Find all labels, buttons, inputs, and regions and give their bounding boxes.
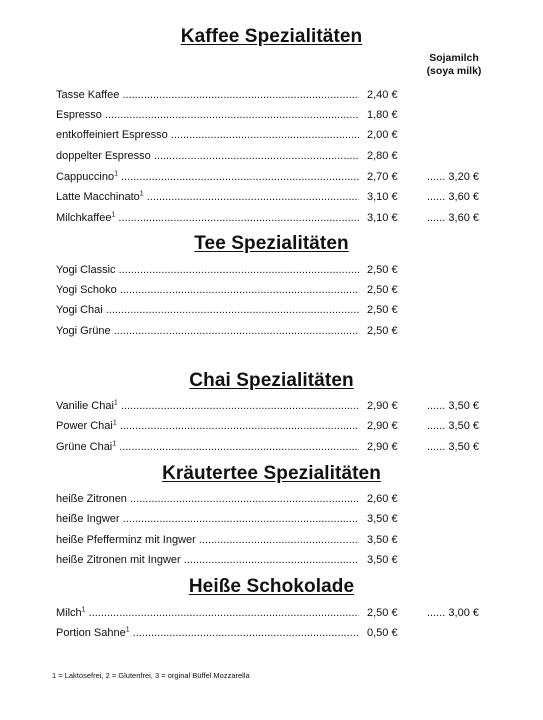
item-price: 2,00 €: [367, 129, 398, 141]
item-footnote: 1: [125, 626, 130, 634]
menu-item: [56, 511, 486, 527]
menu-item: [56, 625, 486, 641]
item-footnote: 1: [81, 606, 86, 614]
menu-item: [56, 605, 486, 621]
item-name: Yogi Chai: [56, 304, 103, 316]
menu-item: [56, 302, 486, 318]
item-name: Milchkaffee: [56, 212, 112, 224]
item-name: Grüne Chai: [56, 441, 113, 453]
item-price: 3,50 €: [367, 513, 398, 525]
section-title-kraeutertee: Kräutertee Spezialitäten: [162, 463, 381, 484]
section-title-kaffee: Kaffee Spezialitäten: [180, 26, 363, 47]
menu-item: [56, 87, 486, 103]
menu-item: [56, 210, 486, 226]
item-price: 2,50 €: [367, 607, 398, 619]
menu-item: [56, 148, 486, 164]
item-price: 2,50 €: [367, 284, 398, 296]
section-title-chai: Chai Spezialitäten: [189, 370, 354, 391]
item-price: 2,50 €: [367, 264, 398, 276]
item-price: 1,80 €: [367, 109, 398, 121]
menu-item: [56, 189, 486, 205]
menu-item: [56, 418, 486, 434]
item-price: 3,50 €: [367, 554, 398, 566]
item-soy-price: ...... 3,60 €: [427, 210, 486, 226]
item-name: heiße Zitronen mit Ingwer: [56, 554, 181, 566]
item-name: Yogi Classic: [56, 264, 116, 276]
menu-item: [56, 127, 486, 143]
menu-item: [56, 439, 486, 455]
item-name: doppelter Espresso: [56, 150, 151, 162]
item-footnote: 1: [113, 399, 118, 407]
item-price: 2,80 €: [367, 150, 398, 162]
item-soy-price: ...... 3,20 €: [427, 169, 486, 185]
item-price: 0,50 €: [367, 627, 398, 639]
item-soy-price: ...... 3,00 €: [427, 605, 486, 621]
item-name: Yogi Grüne: [56, 325, 111, 337]
item-price: 2,60 €: [367, 493, 398, 505]
item-name: Milch: [56, 607, 82, 619]
item-price: 3,10 €: [367, 191, 398, 203]
item-price: 2,50 €: [367, 304, 398, 316]
menu-item: [56, 262, 486, 278]
item-price: 3,10 €: [367, 212, 398, 224]
item-name: Vanilie Chai: [56, 400, 114, 412]
menu-item: [56, 532, 486, 548]
item-name: Cappuccino: [56, 171, 115, 183]
item-name: Tasse Kaffee: [56, 89, 120, 101]
item-price: 3,50 €: [367, 534, 398, 546]
soy-milk-header-en: (soya milk): [426, 65, 482, 77]
item-price: 2,40 €: [367, 89, 398, 101]
item-name: Latte Macchinato: [56, 191, 140, 203]
item-name: heiße Ingwer: [56, 513, 120, 525]
menu-item: [56, 323, 486, 339]
item-price: 2,70 €: [367, 171, 398, 183]
item-footnote: 1: [139, 190, 144, 198]
soy-milk-header: [415, 52, 493, 78]
item-soy-price: ...... 3,50 €: [427, 418, 486, 434]
footnote: 1 = Laktosefrei, 2 = Glutenfrei, 3 = orginal Büffel Mozzarella: [52, 671, 250, 680]
soy-milk-header-de: Sojamilch: [429, 52, 479, 64]
menu-item: [56, 398, 486, 414]
item-footnote: 1: [114, 170, 118, 178]
item-footnote: 1: [111, 211, 116, 219]
menu-item: [56, 491, 486, 507]
item-soy-price: ...... 3,50 €: [427, 439, 486, 455]
menu-item: [56, 552, 486, 568]
item-soy-price: ...... 3,60 €: [427, 189, 486, 205]
item-name: Yogi Schoko: [56, 284, 117, 296]
item-price: 2,90 €: [367, 400, 398, 412]
section-title-schokolade: Heiße Schokolade: [188, 576, 355, 597]
menu-item: [56, 107, 486, 123]
menu-item: [56, 169, 486, 185]
item-footnote: 1: [112, 440, 117, 448]
item-name: Power Chai: [56, 420, 113, 432]
item-price: 2,90 €: [367, 441, 398, 453]
section-title-tee: Tee Spezialitäten: [194, 233, 349, 254]
item-name: Espresso: [56, 109, 102, 121]
menu-item: [56, 282, 486, 298]
item-name: heiße Zitronen: [56, 493, 127, 505]
item-name: Portion Sahne: [56, 627, 126, 639]
item-price: 2,90 €: [367, 420, 398, 432]
item-footnote: 1: [112, 419, 117, 427]
item-name: entkoffeiniert Espresso: [56, 129, 168, 141]
item-soy-price: ...... 3,50 €: [427, 398, 486, 414]
item-price: 2,50 €: [367, 325, 398, 337]
item-name: heiße Pfefferminz mit Ingwer: [56, 534, 196, 546]
